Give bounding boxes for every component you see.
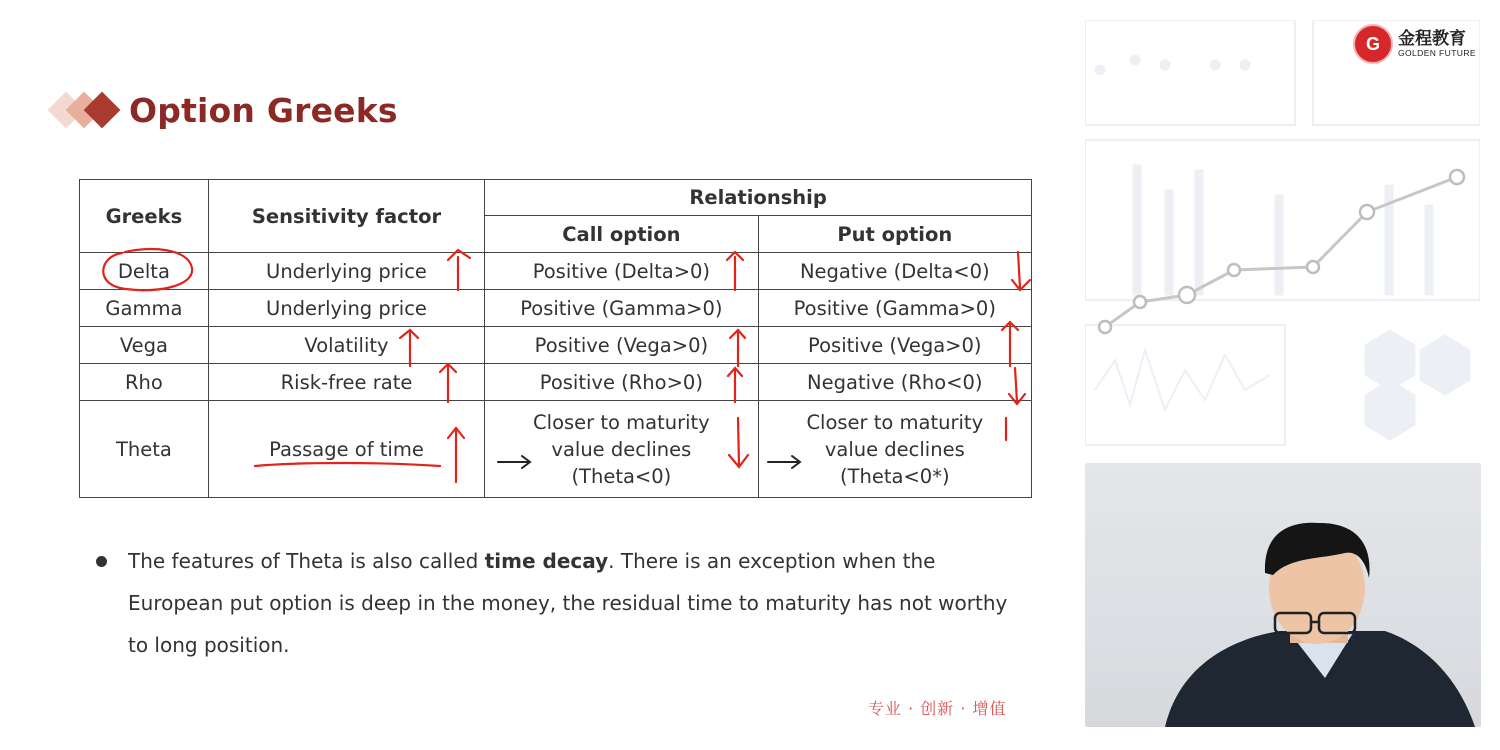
put-cell: Negative (Delta<0) [758, 253, 1031, 290]
call-cell: Positive (Rho>0) [485, 364, 758, 401]
logo-chinese: 金程教育 [1398, 29, 1466, 49]
title-bar [45, 85, 398, 135]
factor-cell: Underlying price [208, 290, 484, 327]
call-line: Closer to maturity [533, 410, 710, 434]
table-row [80, 290, 1032, 327]
call-line: (Theta<0) [571, 464, 672, 488]
table-row [80, 364, 1032, 401]
company-logo [1353, 24, 1476, 64]
put-line: (Theta<0*) [840, 464, 950, 488]
presenter-figure-icon [1085, 463, 1481, 727]
table-row [80, 253, 1032, 290]
call-cell: Positive (Gamma>0) [485, 290, 758, 327]
factor-cell: Risk-free rate [208, 364, 484, 401]
greek-cell: Theta [80, 401, 209, 498]
presenter-video[interactable] [1085, 463, 1481, 727]
greek-cell: Rho [80, 364, 209, 401]
golden-future-logo-icon: G [1353, 24, 1393, 64]
header-sensitivity: Sensitivity factor [208, 180, 484, 253]
put-line: value declines [824, 437, 965, 461]
put-cell [758, 401, 1031, 498]
table-row [80, 327, 1032, 364]
call-cell: Positive (Delta>0) [485, 253, 758, 290]
factor-cell: Underlying price [208, 253, 484, 290]
greek-cell: Vega [80, 327, 209, 364]
bullet-bold: time decay [484, 549, 609, 573]
header-put: Put option [758, 216, 1031, 253]
greek-cell: Gamma [80, 290, 209, 327]
put-cell: Positive (Gamma>0) [758, 290, 1031, 327]
slogan: 专业 · 创新 · 增值 [868, 699, 1007, 718]
call-line: value declines [551, 437, 692, 461]
slide-title: Option Greeks [129, 90, 398, 130]
put-cell: Positive (Vega>0) [758, 327, 1031, 364]
header-call: Call option [485, 216, 758, 253]
greeks-table [79, 179, 1032, 498]
background-infographic [1085, 20, 1480, 450]
header-greeks: Greeks [80, 180, 209, 253]
logo-english: GOLDEN FUTURE [1398, 48, 1476, 58]
greek-cell: Delta [80, 253, 209, 290]
bullet-text: The features of Theta is also called time decay. There is an exception when the European put option is deep in the money, the residual time to maturity has not worthy to long position. [128, 549, 1008, 657]
call-cell [485, 401, 758, 498]
put-line: Closer to maturity [806, 410, 984, 434]
call-cell: Positive (Vega>0) [485, 327, 758, 364]
bullet-point [96, 540, 1016, 666]
diamond-decoration-icon [45, 85, 125, 135]
factor-cell: Passage of time [208, 401, 484, 498]
factor-cell: Volatility [208, 327, 484, 364]
table-row [80, 401, 1032, 498]
bullet-dot-icon [96, 556, 107, 567]
put-cell: Negative (Rho<0) [758, 364, 1031, 401]
header-relationship: Relationship [485, 180, 1032, 216]
